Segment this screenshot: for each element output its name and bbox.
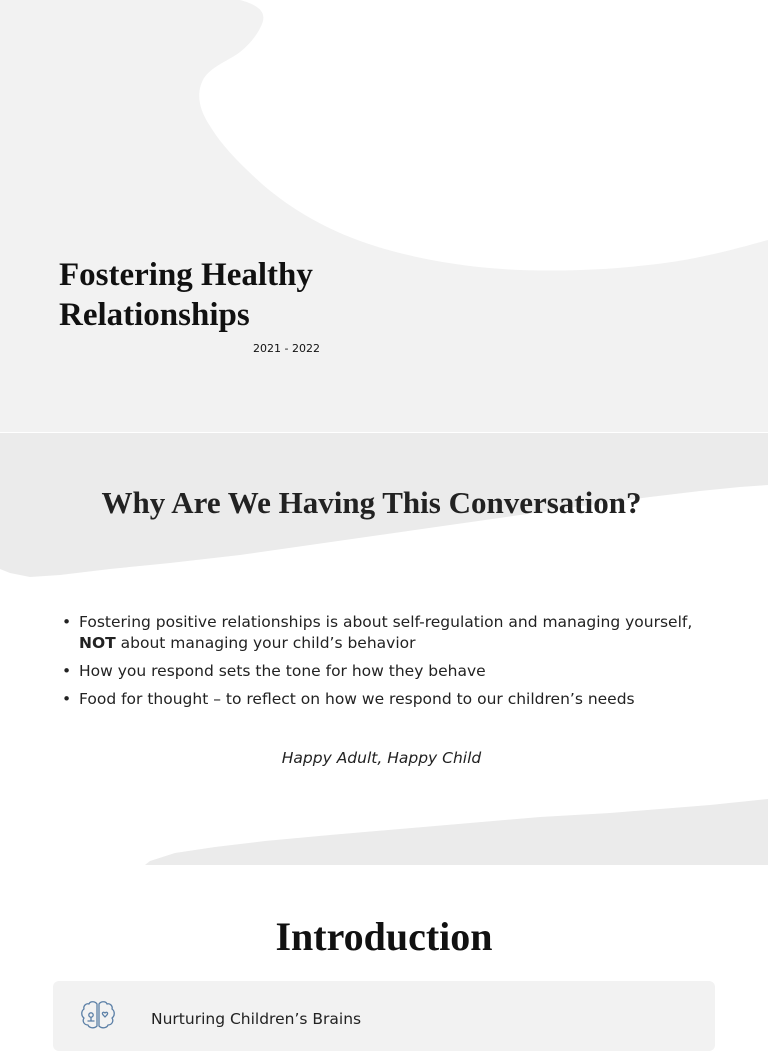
title-slide <box>0 0 768 432</box>
title-line-2: Relationships <box>59 297 250 333</box>
why-heading: Why Are We Having This Conversation? <box>101 485 642 520</box>
bottom-brush-stroke <box>145 799 768 865</box>
intro-item-card[interactable] <box>53 981 715 1051</box>
title-line-1: Fostering Healthy <box>59 257 313 293</box>
bullet-item <box>60 661 720 682</box>
why-bullet-list <box>60 612 720 717</box>
intro-item-label: Nurturing Children’s Brains <box>151 1010 362 1028</box>
introduction-heading: Introduction <box>275 914 493 959</box>
bullet-text: How you respond sets the tone for how they behave <box>79 662 486 680</box>
tagline: Happy Adult, Happy Child <box>281 749 482 767</box>
bullet-item <box>60 689 720 710</box>
presentation-subtitle: 2021 - 2022 <box>253 342 320 355</box>
presentation-title <box>59 255 313 335</box>
bullet-text: Fostering positive relationships is about self-regulation and managing yourself, <box>79 613 693 631</box>
torn-paper-shape <box>0 0 768 432</box>
bullet-item <box>60 612 720 654</box>
bullet-emphasis: NOT <box>79 634 116 652</box>
bullet-text: Food for thought – to reflect on how we respond to our children’s needs <box>79 690 635 708</box>
bullet-continuation: about managing your child’s behavior <box>115 634 416 652</box>
brain-icon <box>80 1000 116 1030</box>
